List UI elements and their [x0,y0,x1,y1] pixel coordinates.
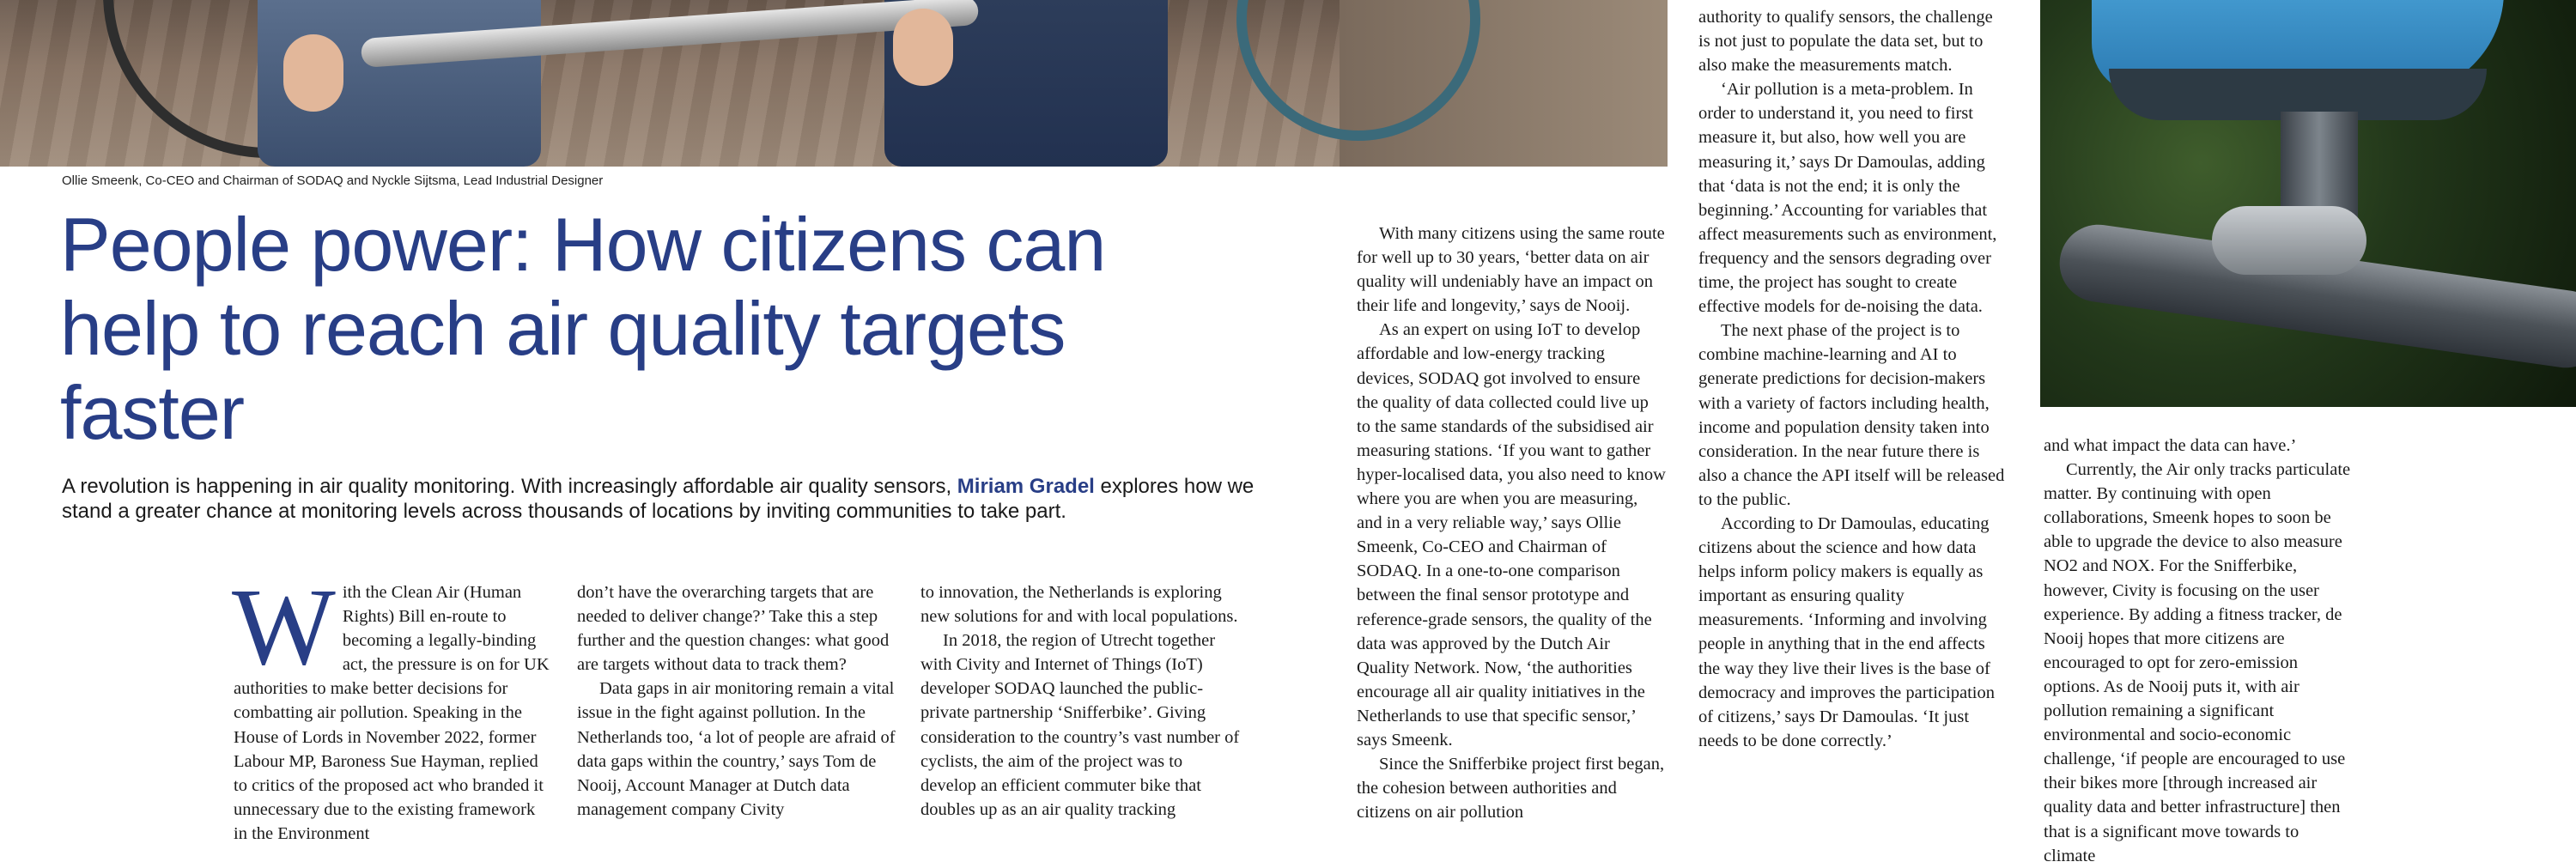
body-paragraph: Currently, the Air only tracks particulate matter. By continuing with open collaborations, Smeenk hopes to soon be able to upgrade the device to also measure NO2 and NOX. For the Snifferbike, however, Civity is focusing on the user experience. By adding a fitness tracker, de Nooij hopes that more citizens are encouraged to opt for zero-emission options. As de Nooij puts it, with air pollution remaining a significant environmental and socio-economic challenge, ‘if people are encouraged to use their bikes more [through increased air quality data and better infrastructure] then that is a significant move towards to climate [2044,460,2351,865]
body-paragraph: As an expert on using IoT to develop affordable and low-energy tracking devices, SODAQ got involved to ensure the quality of data collected could live up to the same standards of the subsidised air measuring stations. ‘If you want to gather hyper-localised data, you also need to know where you are when you are measuring, and in a very reliable way,’ says Ollie Smeenk, Co-CEO and Chairman of SODAQ. In a one-to-one comparison between the final sensor prototype and reference-grade sensors, the quality of the data was approved by the Dutch Air Quality Network. Now, ‘the authorities encourage all air quality initiatives in the Netherlands to use that specific sensor,’ says Smeenk. [1357,320,1666,750]
body-paragraph: authority to qualify sensors, the challenge is not just to populate the data set, but to also make the measurements match. [1698,8,1993,76]
photo-sensor-clamp [2212,206,2366,275]
body-column-5 [1698,5,2008,753]
body-column-6 [2044,434,2353,868]
body-column-2 [577,580,896,822]
photo-cyclists [0,0,1668,167]
body-paragraph: Data gaps in air monitoring remain a vital issue in the fight against pollution. In the Netherlands too, ‘a lot of people are afraid of data gaps within the country,’ says Tom de Nooij, Account Manager at Dutch data management company Civity [577,679,896,819]
standfirst-text-end: explores how we stand a greater chance at monitoring levels across thousands of locations by inviting communities to take part. [62,475,1255,523]
body-column-4 [1357,222,1666,824]
body-paragraph: ‘Air pollution is a meta-problem. In order to understand it, you need to first measure it, but also, how well you are measuring it,’ says Dr Damoulas, adding that ‘data is not the end; it is only the beginning.’ Accounting for variables that affect measurements such as environment, frequency and the sensors degrading over time, the project has sought to create effective models for de-noising the data. [1698,80,1997,317]
body-column-3 [920,580,1240,822]
body-paragraph [232,566,551,846]
body-column-1 [232,566,551,846]
body-paragraph: don’t have the overarching targets that are needed to deliver change?’ Take this a step further and the question changes: what good are targets without data to track them? [577,583,890,675]
photo-hand [893,9,953,86]
body-text: ith the Clean Air (Human Rights) Bill en-route to becoming a legally-binding act, the pressure is on for UK authorities to make better decisions for combatting air pollution. Speaking in the House of Lords in November 2022, former Labour MP, Baroness Sue Hayman, replied to critics of the proposed act who branded it unnecessary due to the existing framework in the Environment [234,583,550,843]
photo-bike-sensor [2040,0,2576,407]
photo-hand [283,34,343,112]
body-paragraph: The next phase of the project is to combine machine-learning and AI to generate predictions for decision-makers with a variety of factors including health, income and population density taken into consideration. In the near future there is also a chance the API itself will be released to the public. [1698,321,2005,509]
drop-cap: W [232,566,336,688]
body-paragraph: to innovation, the Netherlands is exploring new solutions for and with local populations. [920,583,1238,627]
body-paragraph: In 2018, the region of Utrecht together with Civity and Internet of Things (IoT) developer SODAQ launched the public-private partnership ‘Snifferbike’. Giving consideration to the country’s vast number of cyclists, the aim of the project was to develop an efficient commuter bike that doubles up as an air quality tracking [920,631,1240,819]
author-name: Miriam Gradel [957,475,1095,498]
article-standfirst [62,474,1281,524]
photo-caption: Ollie Smeenk, Co-CEO and Chairman of SODAQ and Nyckle Sijtsma, Lead Industrial Designer [62,173,604,188]
body-paragraph: According to Dr Damoulas, educating citizens about the science and how data helps inform policy makers is equally as important as ensuring quality measurements. ‘Informing and involving people in anything that in the end affects the way they live their lives is the base of democracy and improves the participation of citizens,’ says Dr Damoulas. ‘It just needs to be done correctly.’ [1698,513,1995,750]
body-paragraph: With many citizens using the same route for well up to 30 years, ‘better data on air quality will undeniably have an impact on their life and longevity,’ says de Nooij. [1357,224,1665,316]
body-paragraph: Since the Snifferbike project first began, the cohesion between authorities and citizens on air pollution [1357,755,1665,822]
article-headline: People power: How citizens can help to reach air quality targets faster [60,202,1106,455]
standfirst-text: A revolution is happening in air quality monitoring. With increasingly affordable air quality sensors, [62,475,957,498]
body-paragraph: and what impact the data can have.’ [2044,436,2297,455]
